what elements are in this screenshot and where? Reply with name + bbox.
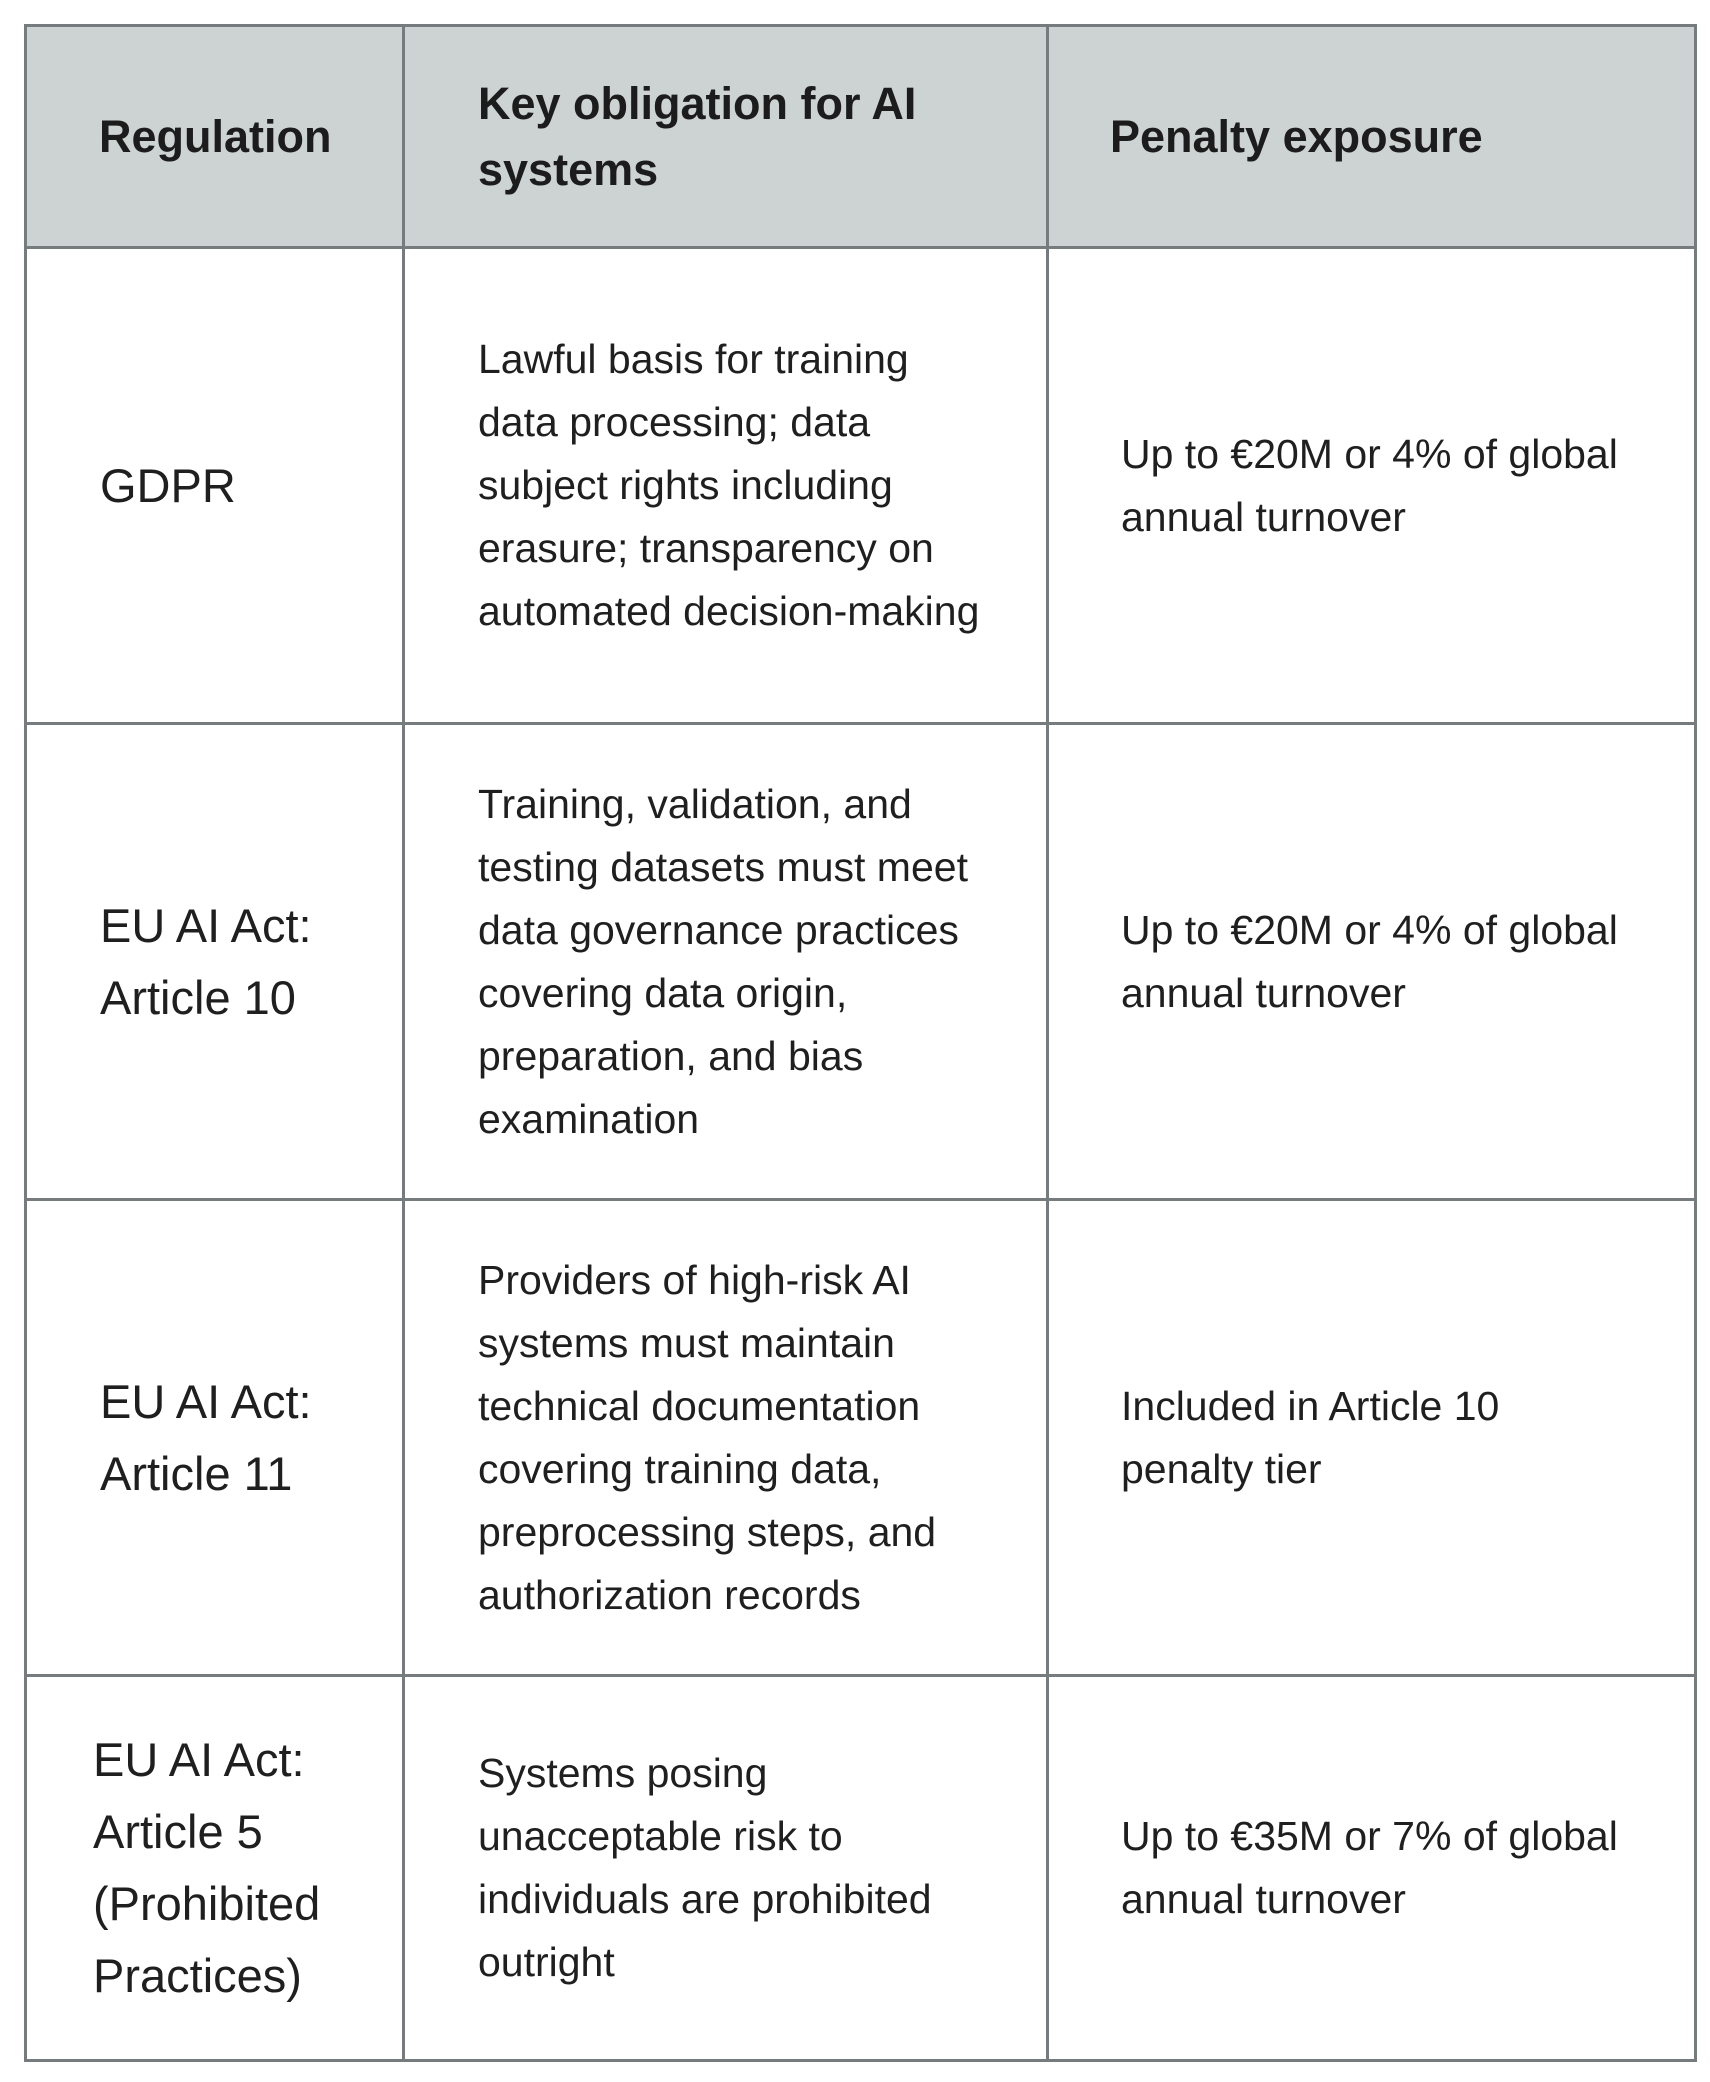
header-key-obligation: Key obligation for AI systems: [404, 26, 1048, 248]
penalty-cell: Up to €35M or 7% of global annual turnover: [1048, 1676, 1696, 2061]
table-row: [26, 724, 1696, 1200]
penalty-cell: Up to €20M or 4% of global annual turnover: [1048, 724, 1696, 1200]
penalty-cell: Up to €20M or 4% of global annual turnover: [1048, 248, 1696, 724]
header-regulation: Regulation: [26, 26, 404, 248]
regulation-cell: GDPR: [26, 248, 404, 724]
regulation-cell: EU AI Act: Article 10: [26, 724, 404, 1200]
obligation-cell: Providers of high-risk AI systems must maintain technical documentation covering training data, preprocessing steps, and authorization records: [404, 1200, 1048, 1676]
penalty-cell: Included in Article 10 penalty tier: [1048, 1200, 1696, 1676]
regulation-cell: EU AI Act: Article 11: [26, 1200, 404, 1676]
table-header: [26, 26, 1696, 248]
regulation-table: [24, 24, 1697, 2062]
obligation-cell: Lawful basis for training data processing; data subject rights including erasure; transparency on automated decision-making: [404, 248, 1048, 724]
obligation-cell: Systems posing unacceptable risk to individuals are prohibited outright: [404, 1676, 1048, 2061]
header-row: [26, 26, 1696, 248]
header-penalty-exposure: Penalty exposure: [1048, 26, 1696, 248]
obligation-cell: Training, validation, and testing datasets must meet data governance practices covering data origin, preparation, and bias examination: [404, 724, 1048, 1200]
table-row: [26, 1200, 1696, 1676]
table-row: [26, 248, 1696, 724]
table-body: [26, 248, 1696, 2061]
table-row: [26, 1676, 1696, 2061]
regulation-cell: EU AI Act: Article 5 (Prohibited Practices): [26, 1676, 404, 2061]
